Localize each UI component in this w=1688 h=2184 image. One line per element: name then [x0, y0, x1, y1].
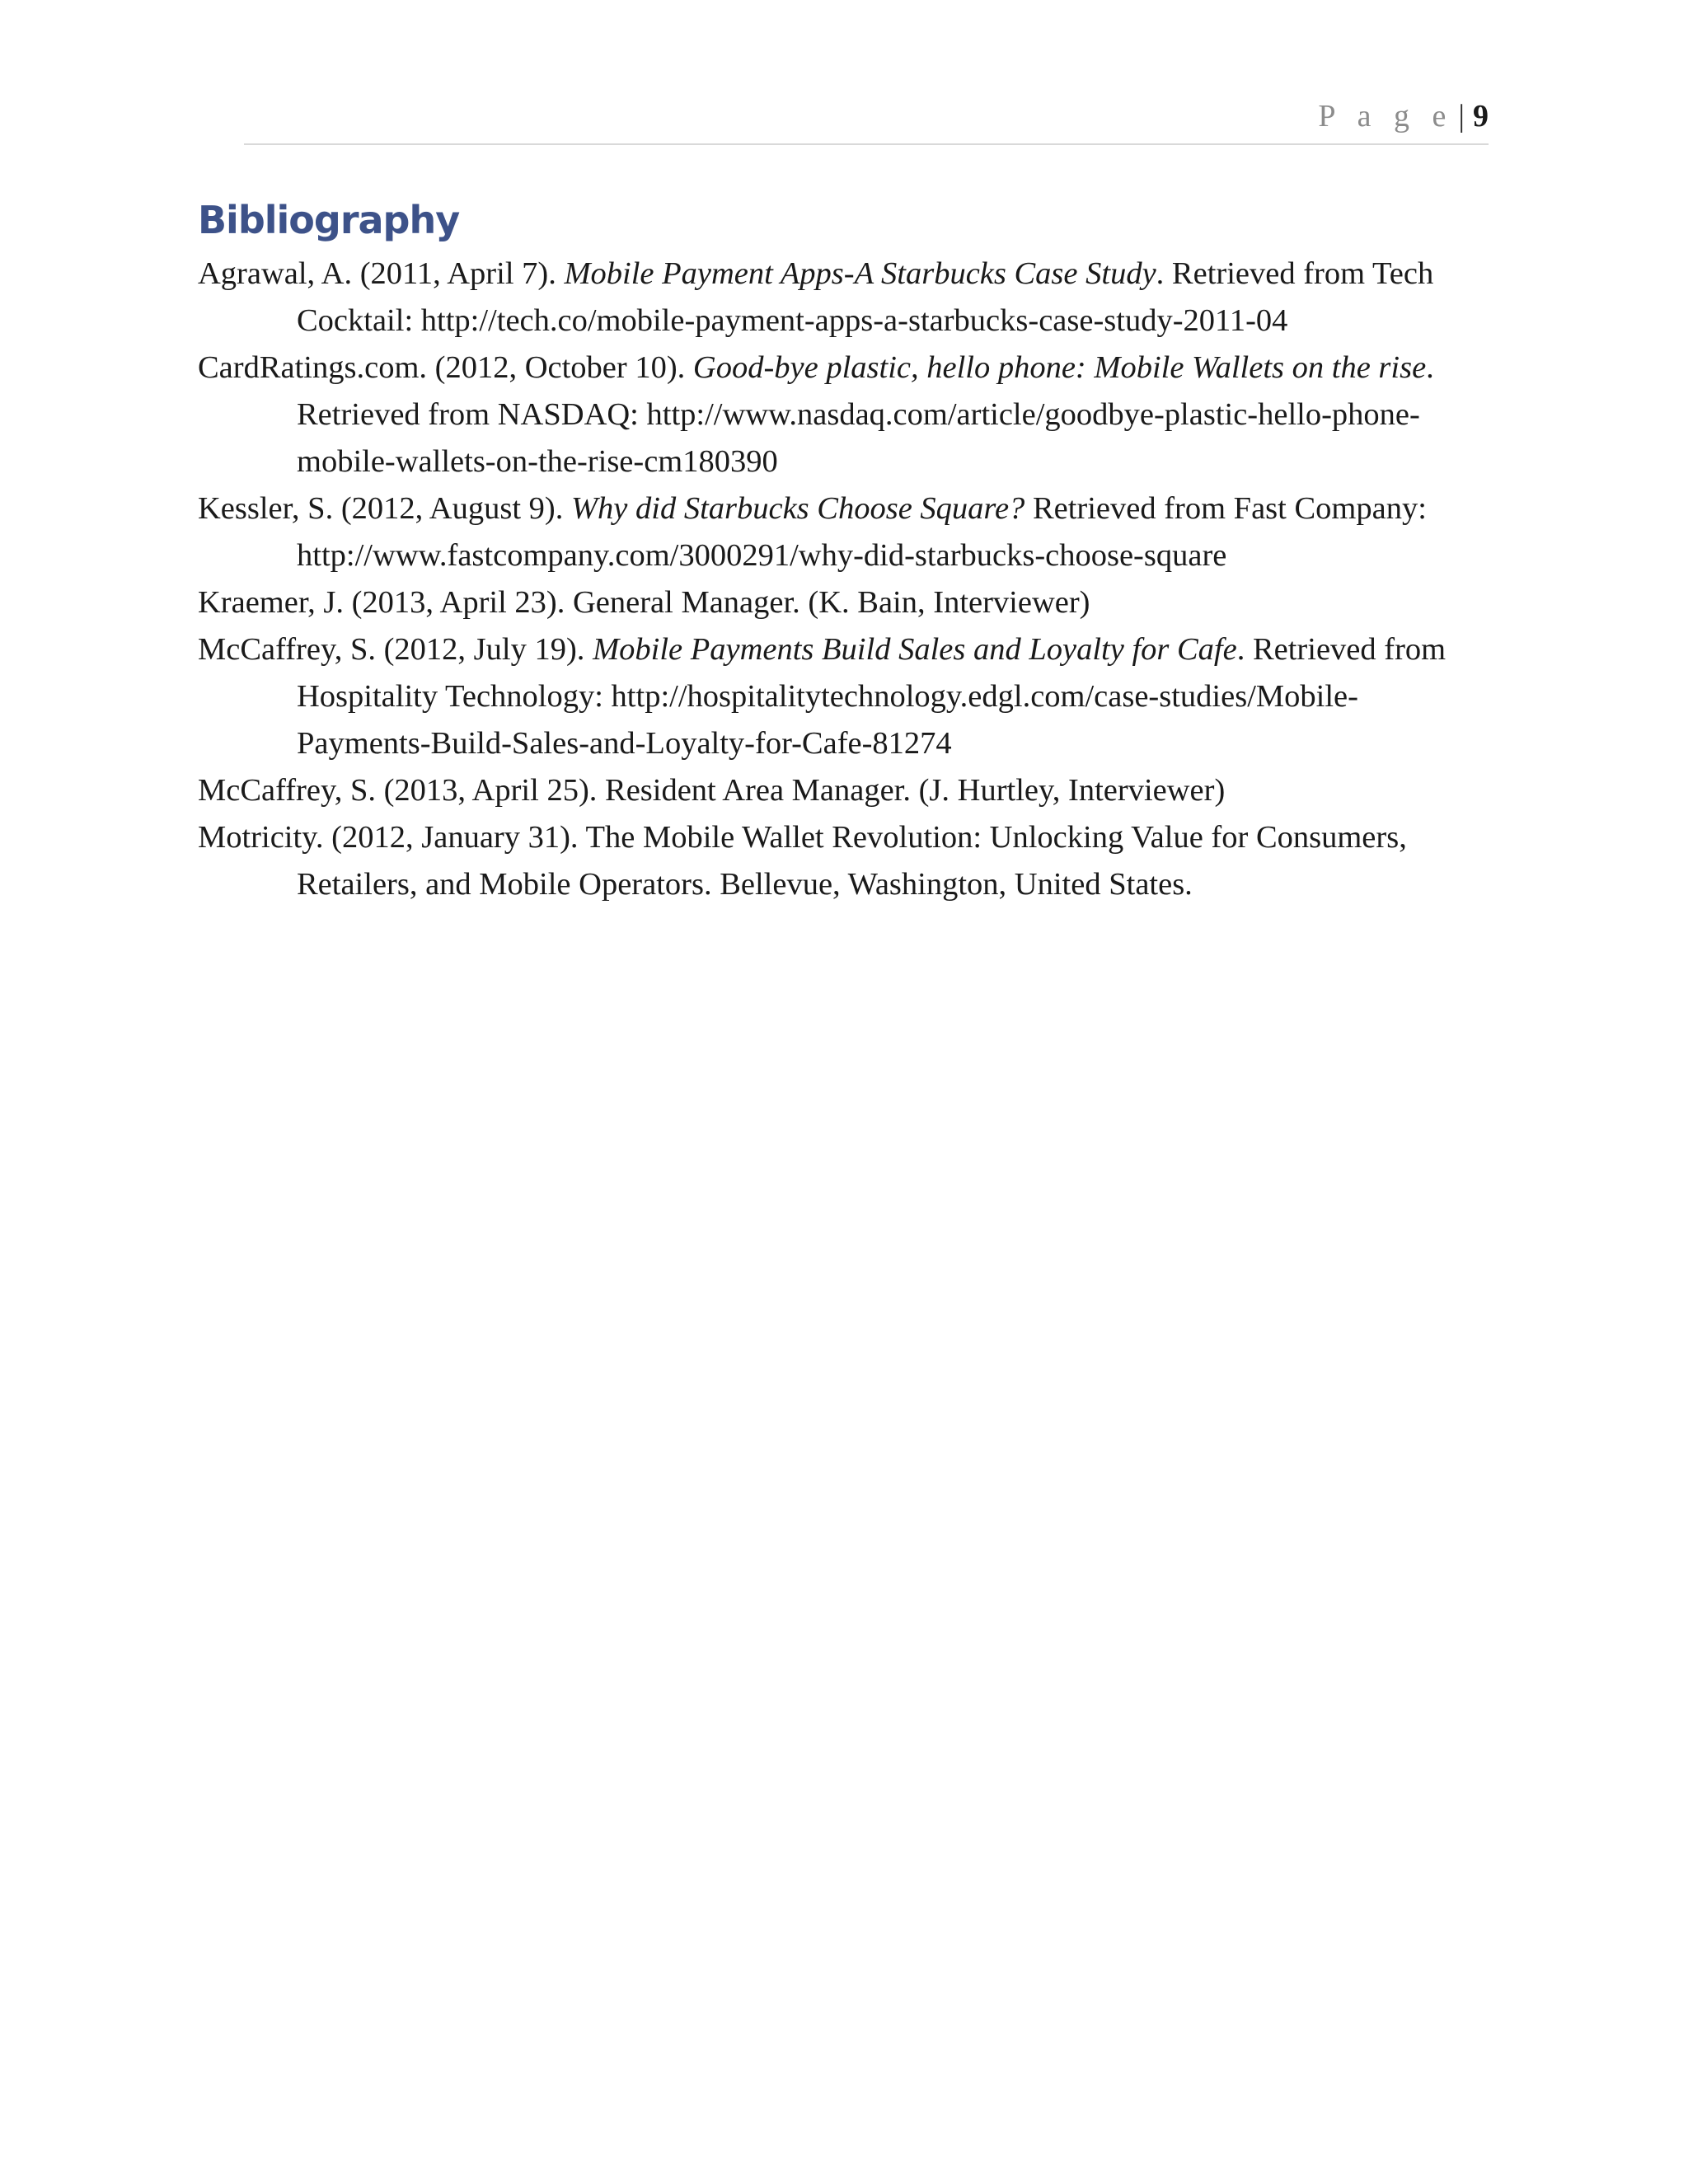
- entry-text: CardRatings.com. (2012, October 10).: [198, 350, 693, 385]
- bibliography-heading: Bibliography: [198, 198, 460, 242]
- entry-title: Mobile Payment Apps-A Starbucks Case Study: [564, 256, 1156, 291]
- page-header: [244, 97, 1489, 145]
- bibliography-entry: [198, 579, 1492, 626]
- bibliography-entry: [198, 485, 1492, 579]
- entry-text: McCaffrey, S. (2012, July 19).: [198, 632, 593, 667]
- bibliography-entry: [198, 767, 1492, 814]
- entry-title: Why did Starbucks Choose Square?: [570, 491, 1025, 526]
- entry-title: Good-bye plastic, hello phone: Mobile Wallets on the rise: [692, 350, 1427, 385]
- entry-title: Mobile Payments Build Sales and Loyalty for Cafe: [593, 632, 1237, 667]
- bibliography-entry: [198, 626, 1492, 767]
- entry-text: Kessler, S. (2012, August 9).: [198, 491, 571, 526]
- entry-text: Agrawal, A. (2011, April 7).: [198, 256, 565, 291]
- bibliography-entry: [198, 814, 1492, 908]
- page-word: P a g e: [1318, 99, 1454, 134]
- bibliography-entry: [198, 344, 1492, 485]
- entry-text: McCaffrey, S. (2013, April 25). Resident Area Manager. (J. Hurtley, Interviewer): [198, 773, 1226, 808]
- entry-text: Kraemer, J. (2013, April 23). General Manager. (K. Bain, Interviewer): [198, 585, 1090, 620]
- entry-text: Motricity. (2012, January 31). The Mobile Wallet Revolution: Unlocking Value for Consumers, Retailers, and Mobile Operators. Bellevue, Washington, United States.: [198, 820, 1407, 902]
- page-number-label: [1318, 101, 1489, 132]
- bibliography-list: [198, 251, 1492, 908]
- entry-source: . Retrieved from Hospitality Technology: http://hospitalitytechnology.edgl.com/case-studies/Mobile-Payments-Build-Sales-and-Loyalty-for-Cafe-81274: [297, 632, 1447, 761]
- page-separator: |: [1458, 99, 1465, 134]
- entry-source: Retrieved from Fast Company: http://www.fastcompany.com/3000291/why-did-starbucks-choose-square: [297, 491, 1427, 573]
- entry-source: . Retrieved from NASDAQ: http://www.nasdaq.com/article/goodbye-plastic-hello-phone-mobile-wallets-on-the-rise-cm180390: [297, 350, 1434, 479]
- bibliography-entry: [198, 251, 1492, 344]
- page-number: 9: [1473, 99, 1489, 134]
- entry-source: . Retrieved from Tech Cocktail: http://tech.co/mobile-payment-apps-a-starbucks-case-study-2011-04: [297, 256, 1434, 338]
